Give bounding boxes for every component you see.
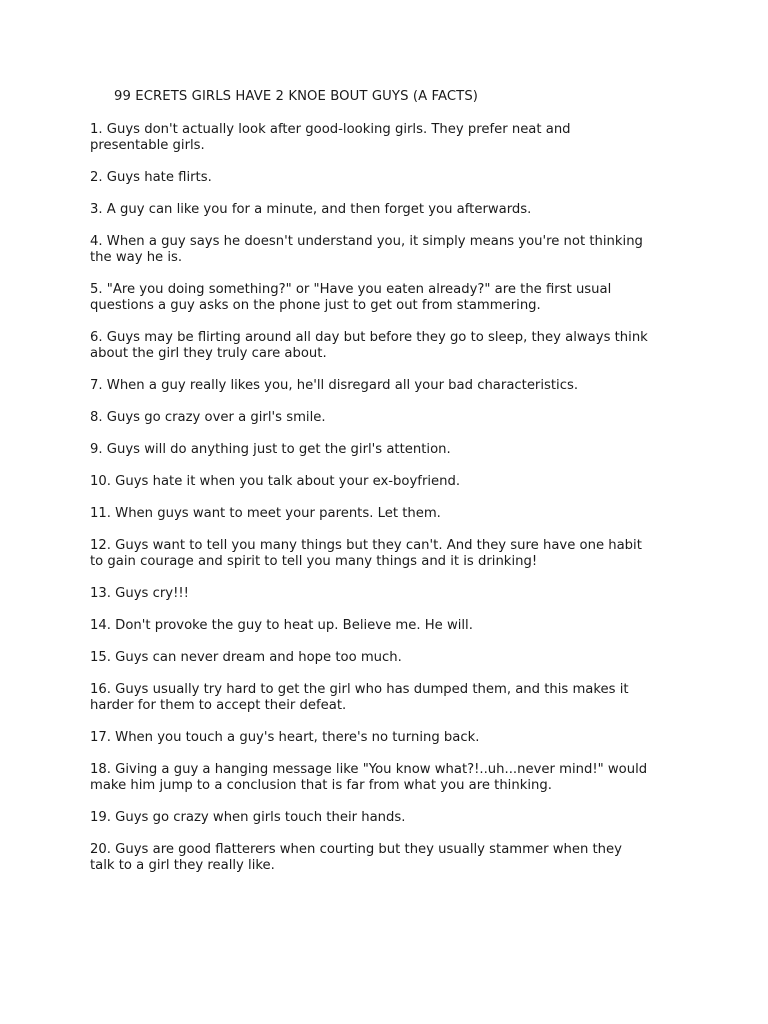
fact-item: 18. Giving a guy a hanging message like "You know what?!..uh...never mind!" would make him jump to a conclusion that is far from what you are thinking. (90, 762, 648, 793)
fact-item: 9. Guys will do anything just to get the girl's attention. (90, 442, 451, 457)
fact-item: 2. Guys hate flirts. (90, 170, 212, 185)
fact-item: 10. Guys hate it when you talk about your ex-boyfriend. (90, 474, 461, 489)
fact-item: 7. When a guy really likes you, he'll disregard all your bad characteristics. (90, 378, 579, 393)
fact-item: 8. Guys go crazy over a girl's smile. (90, 410, 326, 425)
document-title: 99 ECRETS GIRLS HAVE 2 KNOE BOUT GUYS (A FACTS) (114, 89, 479, 104)
fact-item: 4. When a guy says he doesn't understand you, it simply means you're not thinking the way he is. (90, 234, 643, 265)
facts-list (90, 122, 690, 890)
fact-item: 17. When you touch a guy's heart, there's no turning back. (90, 730, 480, 745)
fact-item: 3. A guy can like you for a minute, and then forget you afterwards. (90, 202, 532, 217)
fact-item: 5. "Are you doing something?" or "Have you eaten already?" are the first usual questions a guy asks on the phone just to get out from stammering. (90, 282, 612, 313)
fact-item: 20. Guys are good flatterers when courting but they usually stammer when they talk to a girl they really like. (90, 842, 622, 873)
fact-item: 11. When guys want to meet your parents. Let them. (90, 506, 441, 521)
fact-item: 19. Guys go crazy when girls touch their hands. (90, 810, 406, 825)
fact-item: 13. Guys cry!!! (90, 586, 189, 601)
fact-item: 1. Guys don't actually look after good-looking girls. They prefer neat and presentable girls. (90, 122, 571, 153)
fact-item: 12. Guys want to tell you many things but they can't. And they sure have one habit to gain courage and spirit to tell you many things and it is drinking! (90, 538, 642, 569)
fact-item: 16. Guys usually try hard to get the girl who has dumped them, and this makes it harder for them to accept their defeat. (90, 682, 629, 713)
fact-item: 14. Don't provoke the guy to heat up. Believe me. He will. (90, 618, 473, 633)
fact-item: 6. Guys may be flirting around all day but before they go to sleep, they always think about the girl they truly care about. (90, 330, 648, 361)
fact-item: 15. Guys can never dream and hope too much. (90, 650, 402, 665)
